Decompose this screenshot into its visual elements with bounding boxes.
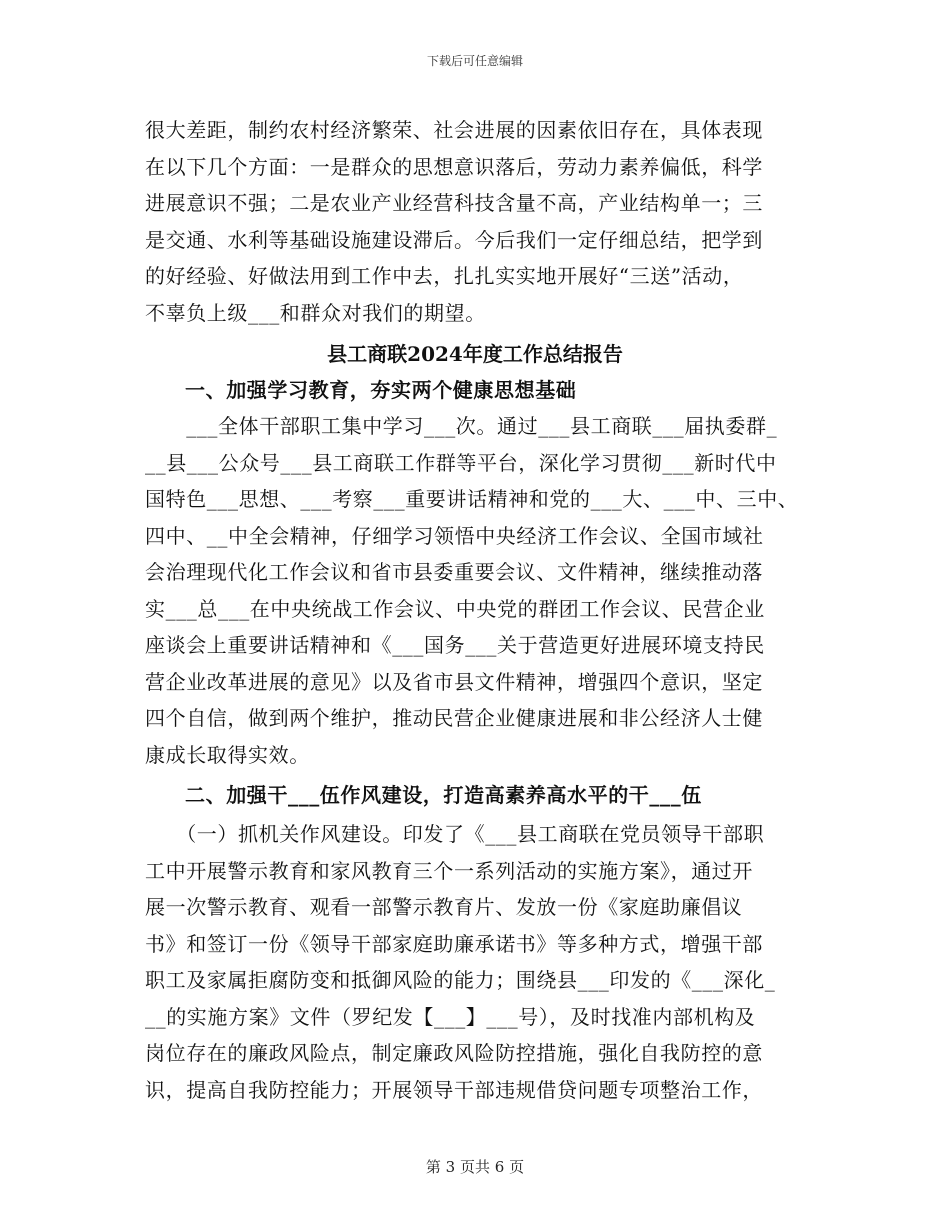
text-line: 四个自信，做到两个维护，推动民营企业健康进展和非公经济人士健 xyxy=(145,706,763,730)
text-line: 展一次警示教育、观看一部警示教育片、发放一份《家庭助廉倡议 xyxy=(145,895,743,919)
text-line: 会治理现代化工作会议和省市县委重要会议、文件精神，继续推动落 xyxy=(145,560,763,584)
section2-heading: 二、加强干___伍作风建设，打造高素养高水平的干___伍 xyxy=(185,783,702,807)
report-title: 县工商联2024年度工作总结报告 xyxy=(327,342,623,366)
text-line: 书》和签订一份《领导干部家庭助廉承诺书》等多种方式，增强干部 xyxy=(145,931,763,956)
text-line: 座谈会上重要讲话精神和《___国务___关于营造更好进展环境支持民 xyxy=(145,633,765,657)
text-line: 工中开展警示教育和家风教育三个一系列活动的实施方案》，通过开 xyxy=(145,858,753,883)
text-line: 实___总___在中央统战工作会议、中央党的群团工作会议、民营企业 xyxy=(145,596,765,621)
text-line: 康成长取得实效。 xyxy=(145,742,310,767)
text-line: 的好经验、好做法用到工作中去，扎扎实实地开展好“三送”活动， xyxy=(145,264,744,288)
text-line: 不辜负上级___和群众对我们的期望。 xyxy=(145,300,486,325)
text-line: __县___公众号___县工商联工作群等平台，深化学习贯彻___新时代中 xyxy=(145,450,777,475)
text-line: 进展意识不强；二是农业产业经营科技含量不高，产业结构单一；三 xyxy=(145,191,763,215)
text-line: __的实施方案》文件（罗纪发【___】___号），及时找准内部机构及 xyxy=(145,1004,756,1029)
text-line: 岗位存在的廉政风险点，制定廉政风险防控措施，强化自我防控的意 xyxy=(145,1041,763,1065)
page-footer: 第 3 页共 6 页 xyxy=(425,1158,525,1176)
text-line: 很大差距，制约农村经济繁荣、社会进展的因素依旧存在，具体表现 xyxy=(145,118,763,142)
page-header: 下载后可任意编辑 xyxy=(426,54,523,68)
text-line: ___全体干部职工集中学习___次。通过___县工商联___届执委群_ xyxy=(145,414,778,438)
text-line: 识，提高自我防控能力；开展领导干部违规借贷问题专项整治工作， xyxy=(145,1077,763,1102)
section1-heading: 一、加强学习教育，夯实两个健康思想基础 xyxy=(185,378,577,402)
text-line: 国特色___思想、___考察___重要讲话精神和党的___大、___中、三中、 xyxy=(145,487,799,511)
text-line: 营企业改革进展的意见》以及省市县文件精神，增强四个意识，坚定 xyxy=(145,669,763,694)
text-line: 职工及家属拒腐防变和抵御风险的能力；围绕县___印发的《___深化_ xyxy=(145,968,776,992)
text-line: 是交通、水利等基础设施建设滞后。今后我们一定仔细总结，把学到 xyxy=(145,227,763,252)
text-line: 四中、__中全会精神，仔细学习领悟中央经济工作会议、全国市域社 xyxy=(145,523,764,548)
text-line: （一）抓机关作风建设。印发了《___县工商联在党员领导干部职 xyxy=(145,822,765,846)
text-line: 在以下几个方面：一是群众的思想意识落后，劳动力素养偏低，科学 xyxy=(145,154,763,179)
